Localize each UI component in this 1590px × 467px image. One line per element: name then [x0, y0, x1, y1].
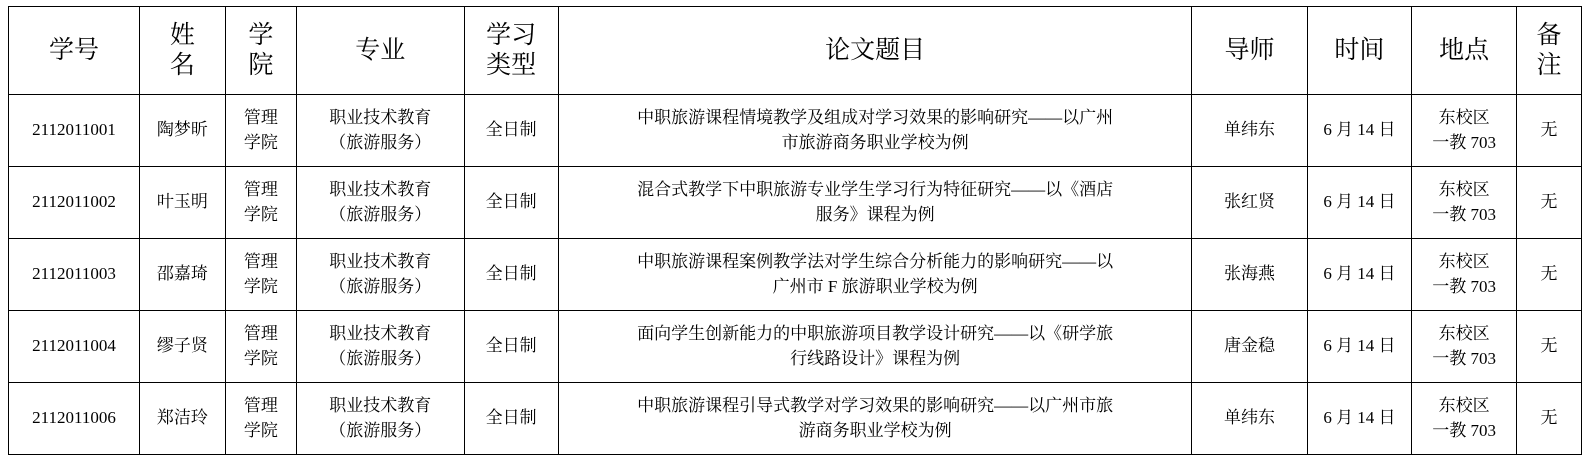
cell-college [225, 311, 296, 383]
cell-place-line1: 东校区 [1438, 395, 1490, 415]
cell-thesis-title [558, 239, 1192, 311]
column-header-tutor: 导师 [1192, 7, 1307, 95]
cell-thesis-title [558, 167, 1192, 239]
cell-time: 6 月 14 日 [1307, 311, 1412, 383]
cell-place-line1: 东校区 [1438, 179, 1490, 199]
cell-place-line2: 一教 703 [1432, 132, 1497, 152]
cell-major-line1: 职业技术教育 [329, 107, 432, 127]
cell-study-type: 全日制 [464, 311, 558, 383]
cell-college-line1: 管理 [243, 251, 278, 271]
cell-college-line2: 学院 [243, 204, 278, 224]
cell-place [1412, 383, 1517, 455]
cell-tutor: 张红贤 [1192, 167, 1307, 239]
cell-thesis-title-line2: 市旅游商务职业学校为例 [781, 132, 969, 152]
cell-name: 陶梦昕 [139, 95, 225, 167]
header-row [9, 7, 1582, 95]
cell-college-line2: 学院 [243, 348, 278, 368]
cell-time: 6 月 14 日 [1307, 167, 1412, 239]
table-row [9, 95, 1582, 167]
cell-name: 郑洁玲 [139, 383, 225, 455]
cell-major-line1: 职业技术教育 [329, 323, 432, 343]
cell-place [1412, 167, 1517, 239]
cell-major [296, 311, 464, 383]
cell-college [225, 167, 296, 239]
cell-tutor: 单纬东 [1192, 383, 1307, 455]
cell-student-id: 2112011002 [9, 167, 140, 239]
cell-major [296, 167, 464, 239]
cell-thesis-title-line2: 行线路设计》课程为例 [790, 348, 961, 368]
table-row [9, 383, 1582, 455]
cell-thesis-title-line2: 游商务职业学校为例 [798, 420, 952, 440]
cell-place-line2: 一教 703 [1432, 276, 1497, 296]
cell-college-line2: 学院 [243, 132, 278, 152]
cell-tutor: 唐金稳 [1192, 311, 1307, 383]
cell-study-type: 全日制 [464, 167, 558, 239]
cell-note: 无 [1517, 239, 1582, 311]
cell-college-line2: 学院 [243, 276, 278, 296]
cell-place-line2: 一教 703 [1432, 348, 1497, 368]
cell-place [1412, 95, 1517, 167]
cell-place-line1: 东校区 [1438, 251, 1490, 271]
cell-college [225, 239, 296, 311]
column-header-thesis-title: 论文题目 [558, 7, 1192, 95]
cell-student-id: 2112011004 [9, 311, 140, 383]
table-row [9, 311, 1582, 383]
cell-time: 6 月 14 日 [1307, 239, 1412, 311]
cell-major-line1: 职业技术教育 [329, 179, 432, 199]
table-row [9, 167, 1582, 239]
cell-tutor: 张海燕 [1192, 239, 1307, 311]
thesis-defense-table [8, 6, 1582, 455]
cell-thesis-title-line1: 中职旅游课程情境教学及组成对学习效果的影响研究——以广州 [637, 107, 1114, 127]
cell-major-line1: 职业技术教育 [329, 395, 432, 415]
cell-place-line2: 一教 703 [1432, 204, 1497, 224]
cell-college-line2: 学院 [243, 420, 278, 440]
table-body [9, 95, 1582, 455]
cell-college [225, 95, 296, 167]
cell-student-id: 2112011003 [9, 239, 140, 311]
cell-study-type: 全日制 [464, 95, 558, 167]
cell-time: 6 月 14 日 [1307, 95, 1412, 167]
table-row [9, 239, 1582, 311]
cell-major-line2: （旅游服务） [329, 420, 432, 440]
column-header-major: 专业 [296, 7, 464, 95]
cell-name: 邵嘉琦 [139, 239, 225, 311]
column-header-note [1517, 7, 1582, 95]
cell-major [296, 95, 464, 167]
column-header-name-line2: 名 [169, 51, 195, 79]
column-header-place: 地点 [1412, 7, 1517, 95]
column-header-college [225, 7, 296, 95]
column-header-note-line2: 注 [1536, 51, 1562, 79]
cell-major [296, 383, 464, 455]
column-header-study-type-line2: 类型 [486, 51, 537, 79]
cell-thesis-title-line2: 服务》课程为例 [815, 204, 935, 224]
cell-note: 无 [1517, 167, 1582, 239]
cell-college-line1: 管理 [243, 395, 278, 415]
table-header [9, 7, 1582, 95]
cell-major [296, 239, 464, 311]
cell-time: 6 月 14 日 [1307, 383, 1412, 455]
cell-name: 叶玉明 [139, 167, 225, 239]
cell-tutor: 单纬东 [1192, 95, 1307, 167]
cell-major-line2: （旅游服务） [329, 204, 432, 224]
cell-place [1412, 239, 1517, 311]
cell-thesis-title-line2: 广州市 F 旅游职业学校为例 [772, 276, 978, 296]
column-header-college-line1: 学 [248, 22, 274, 49]
column-header-college-line2: 院 [248, 51, 274, 79]
column-header-time: 时间 [1307, 7, 1412, 95]
cell-student-id: 2112011001 [9, 95, 140, 167]
cell-study-type: 全日制 [464, 383, 558, 455]
cell-thesis-title [558, 95, 1192, 167]
cell-college-line1: 管理 [243, 323, 278, 343]
cell-note: 无 [1517, 311, 1582, 383]
column-header-student-id: 学号 [9, 7, 140, 95]
column-header-study-type-line1: 学习 [486, 22, 537, 49]
cell-place-line2: 一教 703 [1432, 420, 1497, 440]
cell-name: 缪子贤 [139, 311, 225, 383]
cell-college [225, 383, 296, 455]
cell-note: 无 [1517, 383, 1582, 455]
cell-thesis-title [558, 383, 1192, 455]
cell-thesis-title-line1: 面向学生创新能力的中职旅游项目教学设计研究——以《研学旅 [637, 323, 1114, 343]
cell-thesis-title [558, 311, 1192, 383]
cell-major-line1: 职业技术教育 [329, 251, 432, 271]
cell-study-type: 全日制 [464, 239, 558, 311]
cell-major-line2: （旅游服务） [329, 276, 432, 296]
column-header-study-type [464, 7, 558, 95]
cell-thesis-title-line1: 混合式教学下中职旅游专业学生学习行为特征研究——以《酒店 [637, 179, 1114, 199]
cell-place-line1: 东校区 [1438, 107, 1490, 127]
cell-note: 无 [1517, 95, 1582, 167]
cell-major-line2: （旅游服务） [329, 348, 432, 368]
cell-student-id: 2112011006 [9, 383, 140, 455]
column-header-note-line1: 备 [1536, 22, 1562, 49]
column-header-name-line1: 姓 [169, 22, 195, 49]
cell-college-line1: 管理 [243, 107, 278, 127]
cell-college-line1: 管理 [243, 179, 278, 199]
cell-thesis-title-line1: 中职旅游课程案例教学法对学生综合分析能力的影响研究——以 [637, 251, 1114, 271]
cell-major-line2: （旅游服务） [329, 132, 432, 152]
cell-thesis-title-line1: 中职旅游课程引导式教学对学习效果的影响研究——以广州市旅 [637, 395, 1114, 415]
column-header-name [139, 7, 225, 95]
cell-place [1412, 311, 1517, 383]
cell-place-line1: 东校区 [1438, 323, 1490, 343]
